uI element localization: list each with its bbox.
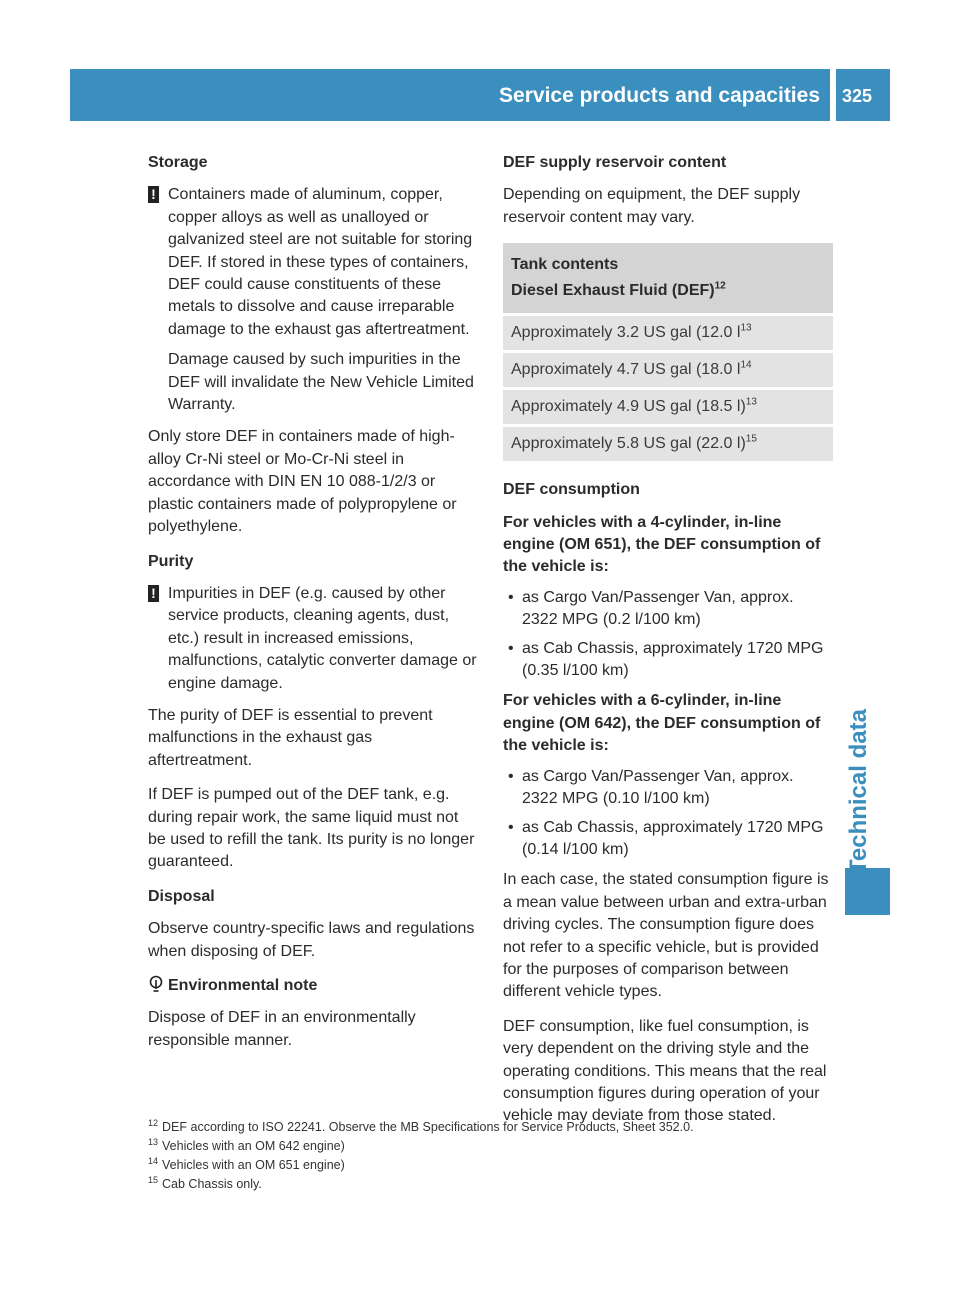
table-row: Approximately 5.8 US gal (22.0 l)$^{15}$ <box>503 424 833 461</box>
purity-heading: Purity <box>148 552 194 570</box>
storage-warning-text-2: Damage caused by such impurities in the DEF will invalidate the New Vehicle Limited Warranty. <box>168 351 474 414</box>
storage-heading: Storage <box>148 154 208 171</box>
list-item: • as Cab Chassis, approximately 1720 MPG (0.14 l/100 km) <box>503 817 833 862</box>
six-cylinder-heading: For vehicles with a 6-cylinder, in-line engine (OM 642), the DEF consumption of the vehicle is: <box>503 692 821 755</box>
purity-warning <box>148 583 480 695</box>
list-item: • as Cargo Van/Passenger Van, approx. 2322 MPG (0.2 l/100 km) <box>503 587 833 632</box>
footnote: $^{13}$ Vehicles with an OM 642 engine) <box>148 1136 345 1153</box>
environmental-note-heading: Environmental note <box>168 977 318 994</box>
six-cylinder-list <box>503 766 833 862</box>
side-tab-label: Technical data <box>845 709 872 874</box>
storage-warning-text: Containers made of aluminum, copper, copper alloys as well as unalloyed or galvanized steel are not suitable for storing DEF. If stored in these types of containers, DEF could cause constituents of these metals to dissolve and cause irreparable damage to the exhaust gas aftertreatment. <box>168 186 473 338</box>
list-item: • as Cargo Van/Passenger Van, approx. 2322 MPG (0.10 l/100 km) <box>503 766 833 811</box>
environmental-note <box>148 975 480 997</box>
consumption-paragraph-2: DEF consumption, like fuel consumption, is very dependent on the driving style and the operating conditions. This means that the real consumption figures during operation of your vehicle may deviate from those stated. <box>503 1017 827 1125</box>
table-row: Approximately 4.9 US gal (18.5 l)$^{13}$ <box>503 387 833 424</box>
storage-warning <box>148 184 480 416</box>
purity-warning-text: Impurities in DEF (e.g. caused by other service products, cleaning agents, dust, etc.) result in increased emissions, malfunctions, catalytic converter damage or engine damage. <box>168 584 477 692</box>
four-cylinder-heading: For vehicles with a 4-cylinder, in-line engine (OM 651), the DEF consumption of the vehicle is: <box>503 513 821 576</box>
list-item: • as Cab Chassis, approximately 1720 MPG (0.35 l/100 km) <box>503 638 833 683</box>
reservoir-paragraph: Depending on equipment, the DEF supply reservoir content may vary. <box>503 186 801 226</box>
consumption-paragraph: In each case, the stated consumption figure is a mean value between urban and extra-urban driving cycles. The consumption figure does not refer to a specific vehicle, but is provided for the purposes of comparison between different vehicle types. <box>503 871 829 1001</box>
footnote: $^{12}$ DEF according to ISO 22241. Observe the MB Specifications for Service Products, Sheet 352.0. <box>148 1117 694 1134</box>
table-header-subtitle: Diesel Exhaust Fluid (DEF)$^{12}$ <box>511 280 726 300</box>
side-tab-marker <box>845 868 890 915</box>
page-number: 325 <box>836 69 890 121</box>
footnotes <box>148 1118 694 1194</box>
purity-paragraph: The purity of DEF is essential to prevent malfunctions in the exhaust gas aftertreatment. <box>148 706 433 769</box>
right-column <box>503 152 833 1140</box>
four-cylinder-list <box>503 587 833 683</box>
table-header <box>503 243 833 313</box>
disposal-heading: Disposal <box>148 887 215 905</box>
storage-paragraph: Only store DEF in containers made of high-alloy Cr-Ni steel or Mo-Cr-Ni steel in accordance with DIN EN 10 088-1/2/3 or plastic containers made of polypropylene or polyethylene. <box>148 428 457 536</box>
left-column <box>148 152 480 1064</box>
warning-icon: ! <box>148 186 159 203</box>
footnote: $^{14}$ Vehicles with an OM 651 engine) <box>148 1155 345 1172</box>
footnote: $^{15}$ Cab Chassis only. <box>148 1174 262 1191</box>
tank-contents-table <box>503 243 833 461</box>
disposal-paragraph: Observe country-specific laws and regulations when disposing of DEF. <box>148 920 475 960</box>
table-row: Approximately 3.2 US gal (12.0 $l^{13}$ <box>503 313 833 350</box>
warning-icon: ! <box>148 585 159 602</box>
page-title: Service products and capacities <box>499 84 820 107</box>
purity-paragraph-2: If DEF is pumped out of the DEF tank, e.g. during repair work, the same liquid must not be used to refill the tank. Its purity is no longer guaranteed. <box>148 786 475 871</box>
table-header-title: Tank contents <box>511 256 619 274</box>
lightbulb-icon <box>148 975 164 993</box>
table-row: Approximately 4.7 US gal (18.0 $l^{14}$ <box>503 350 833 387</box>
reservoir-heading: DEF supply reservoir content <box>503 154 727 171</box>
consumption-heading: DEF consumption <box>503 481 640 499</box>
environmental-note-text: Dispose of DEF in an environmentally responsible manner. <box>148 1009 416 1049</box>
